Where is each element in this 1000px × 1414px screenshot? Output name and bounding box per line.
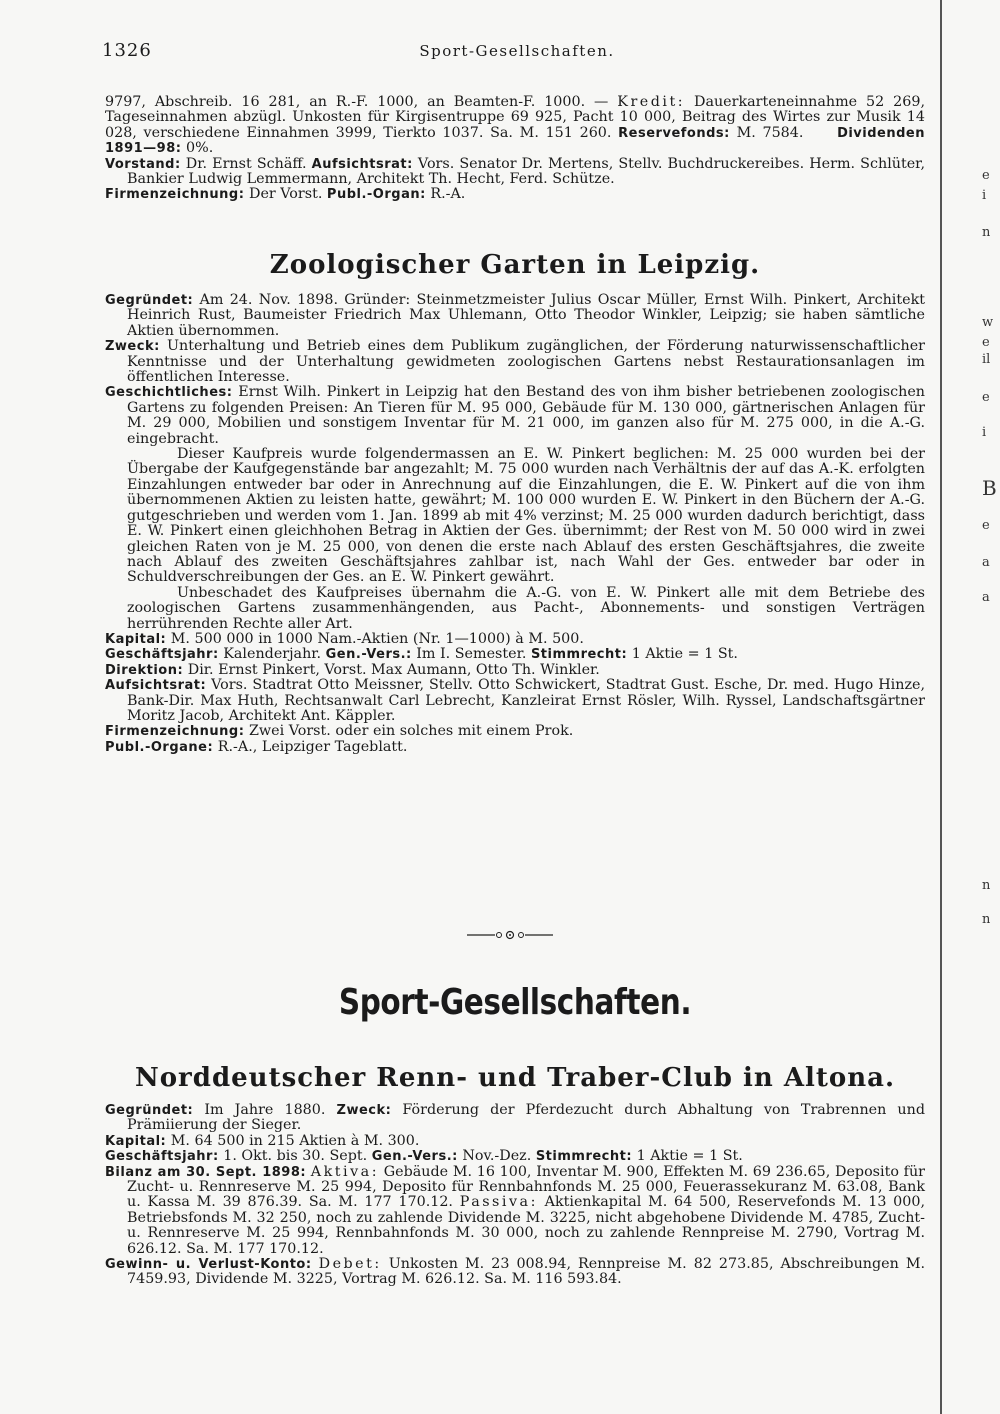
margin-glyph: e bbox=[982, 168, 990, 183]
club-gegruendet-label: Gegründet: bbox=[105, 1103, 194, 1118]
margin-glyph: a bbox=[982, 590, 990, 605]
zoo-zweck-value: Unterhaltung und Betrieb eines dem Publikum zugänglichen, der Förderung naturwissenschaftlicher Kenntnisse und der Unterhaltung gewidmeten zoologischen Gartens nebst Restaurationsanlagen im öffentlichen Interesse. bbox=[127, 338, 925, 386]
zoo-gegruendet-label: Gegründet: bbox=[105, 293, 194, 308]
zoo-aufsicht-value: Vors. Stadtrat Otto Meissner, Stellv. Otto Schwickert, Stadtrat Gust. Esche, Dr. med. Hugo Hinze, Bank-Dir. Max Huth, Rechtsanwalt Carl Lebrecht, Kanzleirat Ernst Rösler, Wilh. Ryssel, Landschaftsgärtner Moritz Jacob, Architekt Ant. Käppler. bbox=[127, 677, 925, 724]
dividenden-label: Dividenden 1891—98: bbox=[105, 125, 925, 157]
margin-glyph: B bbox=[982, 476, 997, 500]
club-stimm-label: Stimmrecht: bbox=[535, 1149, 633, 1165]
zoo-geschichtliches-label: Geschichtliches: bbox=[105, 385, 233, 401]
zoo-aufsicht-label: Aufsichtsrat: bbox=[105, 678, 207, 694]
club-gj-value: 1. Okt. bis 30. Sept. bbox=[218, 1148, 372, 1165]
club-aktiva-value: Gebäude M. 16 100, Inventar M. 900, Effekten M. 69 236.65, Deposito für Zucht- u. Rennreserve M. 25 994, Deposito für Rennbahnfonds M. 25 000, Feuerassekuranz M. 63.08, Bank u. Kassa M. 39 876.39. Sa. M. 177 170.12. bbox=[127, 1163, 925, 1211]
prev-aufsicht-label: Aufsichtsrat: bbox=[311, 156, 413, 172]
vorstand-value: Dr. Ernst Schäff. bbox=[180, 155, 312, 172]
margin-glyph: e bbox=[982, 335, 990, 350]
section-title: Sport-Gesellschaften. bbox=[338, 982, 692, 1023]
club-gj-label: Geschäftsjahr: bbox=[105, 1149, 219, 1165]
zoo-firmen-label: Firmenzeichnung: bbox=[105, 724, 245, 740]
margin-glyph: n bbox=[982, 225, 991, 240]
reserve-value: M. 7584. bbox=[729, 124, 804, 141]
margin-glyph: w bbox=[982, 315, 994, 330]
club-stimm-value: 1 Aktie = 1 St. bbox=[632, 1148, 743, 1165]
club-kapital-label: Kapital: bbox=[105, 1133, 167, 1149]
zoo-kapital-value: M. 500 000 in 1000 Nam.-Aktien (Nr. 1—1000) à M. 500. bbox=[166, 630, 584, 647]
margin-glyph: e bbox=[982, 390, 990, 405]
reserve-label: Reservefonds: bbox=[618, 125, 730, 141]
zoo-stimm-label: Stimmrecht: bbox=[530, 647, 628, 663]
club-kapital-value: M. 64 500 in 215 Aktien à M. 300. bbox=[166, 1132, 420, 1149]
club-gegruendet-value: Im Jahre 1880. bbox=[193, 1102, 337, 1118]
club-zweck-label: Zweck: bbox=[336, 1103, 392, 1118]
prev-aufsicht-value: Vors. Senator Dr. Mertens, Stellv. Buchdruckereibes. Herm. Schlüter, Bankier Ludwig Lemmermann, Architekt Th. Hecht, Ferd. Schütze. bbox=[127, 155, 925, 188]
kredit-label: Kredit: bbox=[617, 94, 686, 110]
club-gv-label: Gen.-Vers.: bbox=[371, 1149, 458, 1165]
zoo-entry bbox=[105, 293, 925, 755]
zoo-firmen-value: Zwei Vorst. oder ein solches mit einem Prok. bbox=[244, 723, 574, 740]
margin-glyph: a bbox=[982, 555, 990, 570]
zoo-publ-value: R.-A., Leipziger Tageblatt. bbox=[213, 738, 408, 755]
zoo-direktion-label: Direktion: bbox=[105, 662, 184, 678]
club-debet-label: Debet: bbox=[318, 1256, 382, 1273]
club-passiva-label: Passiva: bbox=[459, 1194, 538, 1211]
club-zweck-value: Förderung der Pferdezucht durch Abhaltung von Trabrennen und Prämiierung der Sieger. bbox=[127, 1102, 925, 1134]
prev-firmen-value: Der Vorst. bbox=[244, 186, 327, 203]
club-debet-value: Unkosten M. 23 008.94, Rennpreise M. 82 273.85, Abschreibungen M. 7459.93, Dividende M. 3225, Vortrag M. 626.12. Sa. M. 116 593.84. bbox=[127, 1256, 926, 1288]
club-gv-value: Nov.-Dez. bbox=[457, 1148, 536, 1165]
zoo-gegruendet-value: Am 24. Nov. 1898. Gründer: Steinmetzmeister Julius Oscar Müller, Ernst Wilh. Pinkert, Architekt Heinrich Rust, Baumeister Friedrich Max Uhlemann, Otto Theodor Winkler, Leipzig; sie haben sämtliche Aktien übernommen. bbox=[127, 292, 925, 339]
page-number: 1326 bbox=[102, 40, 152, 61]
club-gv-konto-label: Gewinn- u. Verlust-Konto: bbox=[105, 1257, 312, 1273]
zoo-gj-value: Kalenderjahr. bbox=[218, 646, 326, 663]
page-header bbox=[102, 40, 932, 68]
zoo-publ-label: Publ.-Organe: bbox=[105, 739, 214, 755]
dividenden-value: 0%. bbox=[181, 140, 214, 157]
margin-glyph: e bbox=[982, 518, 990, 533]
zoo-kaufpreis-paragraph: Dieser Kaufpreis wurde folgendermassen an E. W. Pinkert beglichen: M. 25 000 wurden bei der Übergabe der Kaufgegenstände bar angezahlt; M. 75 000 wurden nach Verhältnis der auf das A.-K. erfolgten Einzahlungen entweder bar oder in Anrechnung auf die Einzahlungen, die E. W. Pinkert auf die von ihm übernommenen Aktien zu leisten hatte, gewährt; M. 100 000 wurden E. W. Pinkert in den Büchern der A.-G. gutgeschrieben und werden vom 1. Jan. 1899 ab mit 4% verzinst; M. 25 000 wurden dadurch berichtigt, dass E. W. Pinkert einen gleichhohen Betrag in Aktien der Ges. übernimmt; der Rest von M. 50 000 wird in zwei gleichen Raten von je M. 25 000, von denen die erste nach Ablauf des ersten Geschäftsjahres, die zweite nach Ablauf des zweiten Geschäftsjahres zahlbar ist, nach Wahl der Ges. entweder bar oder in Schuldverschreibungen der Ges. an E. W. Pinkert gewährt. bbox=[127, 446, 925, 586]
zoo-geschichtliches-value: Ernst Wilh. Pinkert in Leipzig hat den Bestand des von ihm bisher betriebenen zoologischen Gartens zu folgenden Preisen: An Tieren für M. 95 000, Gebäude für M. 130 000, gärtnerischen Anlagen für M. 29 000, Mobilien und sonstigem Inventar für M. 21 000, im ganzen also für M. 275 000, in die A.-G. eingebracht. bbox=[127, 384, 925, 447]
zoo-kapital-label: Kapital: bbox=[105, 631, 167, 647]
binding-edge bbox=[940, 0, 942, 1414]
margin-glyph: n bbox=[982, 912, 991, 927]
club-aktiva-label: Aktiva: bbox=[310, 1163, 380, 1180]
zoo-gv-value: Im I. Semester. bbox=[411, 646, 531, 663]
previous-entry bbox=[105, 95, 925, 203]
club-bilanz-label: Bilanz am 30. Sept. 1898: bbox=[105, 1164, 307, 1180]
zoo-title: Zoologischer Garten in Leipzig. bbox=[269, 250, 761, 280]
prev-publ-label: Publ.-Organ: bbox=[326, 187, 426, 203]
zoo-gj-label: Geschäftsjahr: bbox=[105, 647, 219, 663]
zoo-stimm-value: 1 Aktie = 1 St. bbox=[627, 646, 738, 663]
margin-glyph: i bbox=[982, 188, 987, 203]
margin-glyph: il bbox=[982, 352, 991, 367]
zoo-zweck-label: Zweck: bbox=[105, 339, 160, 355]
margin-glyph: n bbox=[982, 878, 991, 893]
ornament-divider-icon bbox=[465, 928, 555, 942]
prev-firmen-label: Firmenzeichnung: bbox=[105, 187, 245, 203]
margin-glyph: i bbox=[982, 425, 987, 440]
club-title: Norddeutscher Renn- und Traber-Club in Altona. bbox=[134, 1063, 896, 1093]
zoo-gv-label: Gen.-Vers.: bbox=[325, 647, 412, 663]
vorstand-label: Vorstand: bbox=[105, 156, 181, 172]
club-entry bbox=[105, 1103, 925, 1288]
adjacent-page-fragment bbox=[978, 0, 1000, 1414]
zoo-rechte-paragraph: Unbeschadet des Kaufpreises übernahm die A.-G. von E. W. Pinkert alle mit dem Betriebe des zoologischen Gartens zusammenhängenden, aus Pacht-, Abonnements- und sonstigen Verträgen herrührenden Rechte aller Art. bbox=[127, 584, 925, 632]
prev-publ-value: R.-A. bbox=[425, 186, 466, 203]
kredit-text: Dauerkarteneinnahme 52 269, Tageseinnahmen abzügl. Unkosten für Kirgisentruppe 69 925, Pacht 10 000, Beitrag des Wirtes zur Musik 14 028, verschiedene Einnahmen 3999, Tierkto 1037. Sa. M. 151 260. bbox=[105, 94, 925, 141]
prev-line1: 9797, Abschreib. 16 281, an R.-F. 1000, an Beamten-F. 1000. — bbox=[105, 94, 618, 110]
running-head: Sport-Gesellschaften. bbox=[419, 42, 615, 60]
club-passiva-value: Aktienkapital M. 64 500, Reservefonds M. 13 000, Betriebsfonds M. 32 250, noch zu zahlende Dividende M. 3225, nicht abgehobene Dividende M. 4785, Zucht- u. Rennreserve M. 25 994, Rennbahnfonds M. 30 000, noch zu zahlende Rennpreise M. 2790, Vortrag M. 626.12. Sa. M. 177 170.12. bbox=[127, 1194, 925, 1257]
zoo-direktion-value: Dir. Ernst Pinkert, Vorst. Max Aumann, Otto Th. Winkler. bbox=[183, 661, 600, 678]
